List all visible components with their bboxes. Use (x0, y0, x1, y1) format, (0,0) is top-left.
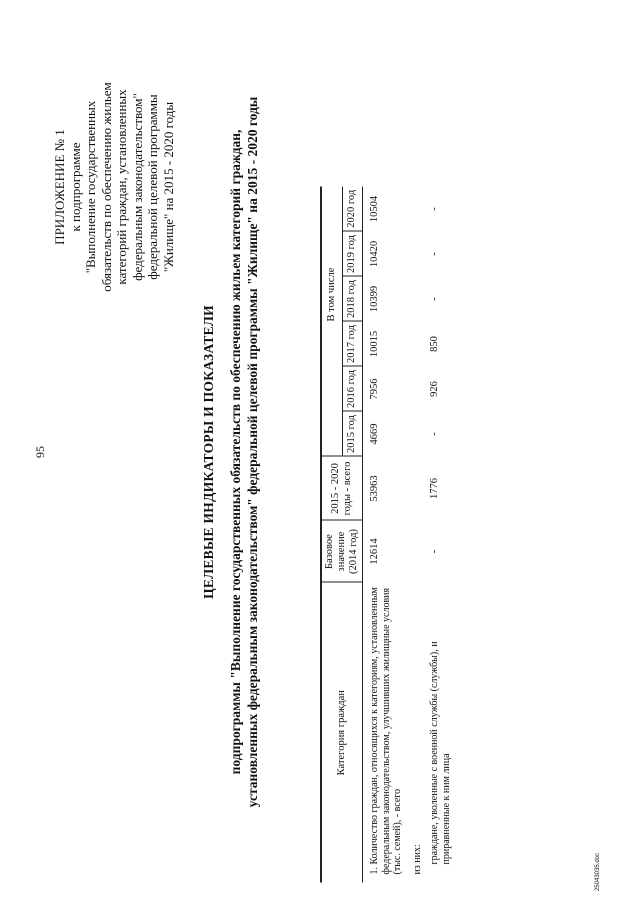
heading-title: ЦЕЛЕВЫЕ ИНДИКАТОРЫ И ПОКАЗАТЕЛИ (201, 305, 216, 599)
appendix-block (52, 70, 176, 305)
header-including: В том числе (321, 187, 342, 322)
appendix-line: ПРИЛОЖЕНИЕ № 1 (52, 129, 67, 245)
appendix-line: федеральной целевой программы (145, 94, 160, 280)
page-number: 95 (33, 446, 47, 458)
appendix-line: "Жилище" на 2015 - 2020 годы (160, 101, 176, 273)
heading-subtitle-line-1: подпрограммы "Выполнение государственных обязательств по обеспечению жильем категорий граждан, (228, 129, 243, 775)
header-year-2019: 2019 год (342, 232, 362, 277)
row-value-2015: - (429, 432, 440, 436)
header-year-2020: 2020 год (342, 187, 362, 232)
row-value-2019: - (429, 252, 440, 256)
header-year-2015: 2015 год (342, 412, 362, 457)
row-category: 1. Количество граждан, относящихся к категориям, установленным федеральным законодательством, улучшивших жилищные условия (тыс. семей), - всего (369, 587, 403, 875)
indicators-table (320, 187, 452, 883)
row-value-2019: 10420 (369, 240, 380, 268)
row-value-2018: - (429, 297, 440, 301)
row-value-2017: 850 (429, 336, 440, 352)
appendix-line: "Выполнение государственных (83, 100, 98, 274)
appendix-line: обязательств по обеспечению жильем (98, 82, 114, 292)
appendix-line: федеральным законодательством" (129, 93, 145, 281)
appendix-line: к подпрограмме (67, 142, 83, 232)
table-row (404, 187, 424, 883)
row-category: граждане, уволенные с военной службы (службы), и приравненные к ним лица (429, 641, 452, 865)
header-year-2016: 2016 год (342, 367, 362, 412)
header-base-value: Базовое значение (2014 год) (321, 521, 363, 583)
row-value-2015: 4669 (369, 423, 380, 445)
indicators-table-wrapper (320, 187, 452, 883)
table-row (363, 187, 404, 883)
header-category: Категория граждан (321, 583, 363, 883)
header-year-2018: 2018 год (342, 277, 362, 322)
row-base-value: - (429, 549, 440, 554)
row-total: 1776 (429, 478, 440, 499)
header-total: 2015 - 2020 годы - всего (321, 457, 363, 521)
row-value-2016: 7956 (369, 378, 380, 400)
appendix-line: категорий граждан, установленных (114, 89, 129, 285)
row-value-2018: 10399 (369, 285, 380, 313)
row-value-2020: - (429, 207, 440, 211)
row-total: 53963 (369, 475, 380, 502)
table-row (423, 187, 452, 883)
header-year-2017: 2017 год (342, 322, 362, 367)
heading-subtitle-line-2: установленных федеральным законодательством" федеральной целевой программы "Жилище" на 2015 - 2020 годы (244, 96, 260, 808)
row-value-2020: 10504 (369, 195, 380, 223)
row-value-2017: 10015 (369, 330, 380, 358)
document-code: 25043035.doc (595, 852, 601, 892)
row-base-value: 12614 (369, 538, 380, 565)
row-category: из них: (411, 844, 423, 875)
row-value-2016: 926 (429, 381, 440, 397)
document-heading (200, 0, 261, 905)
